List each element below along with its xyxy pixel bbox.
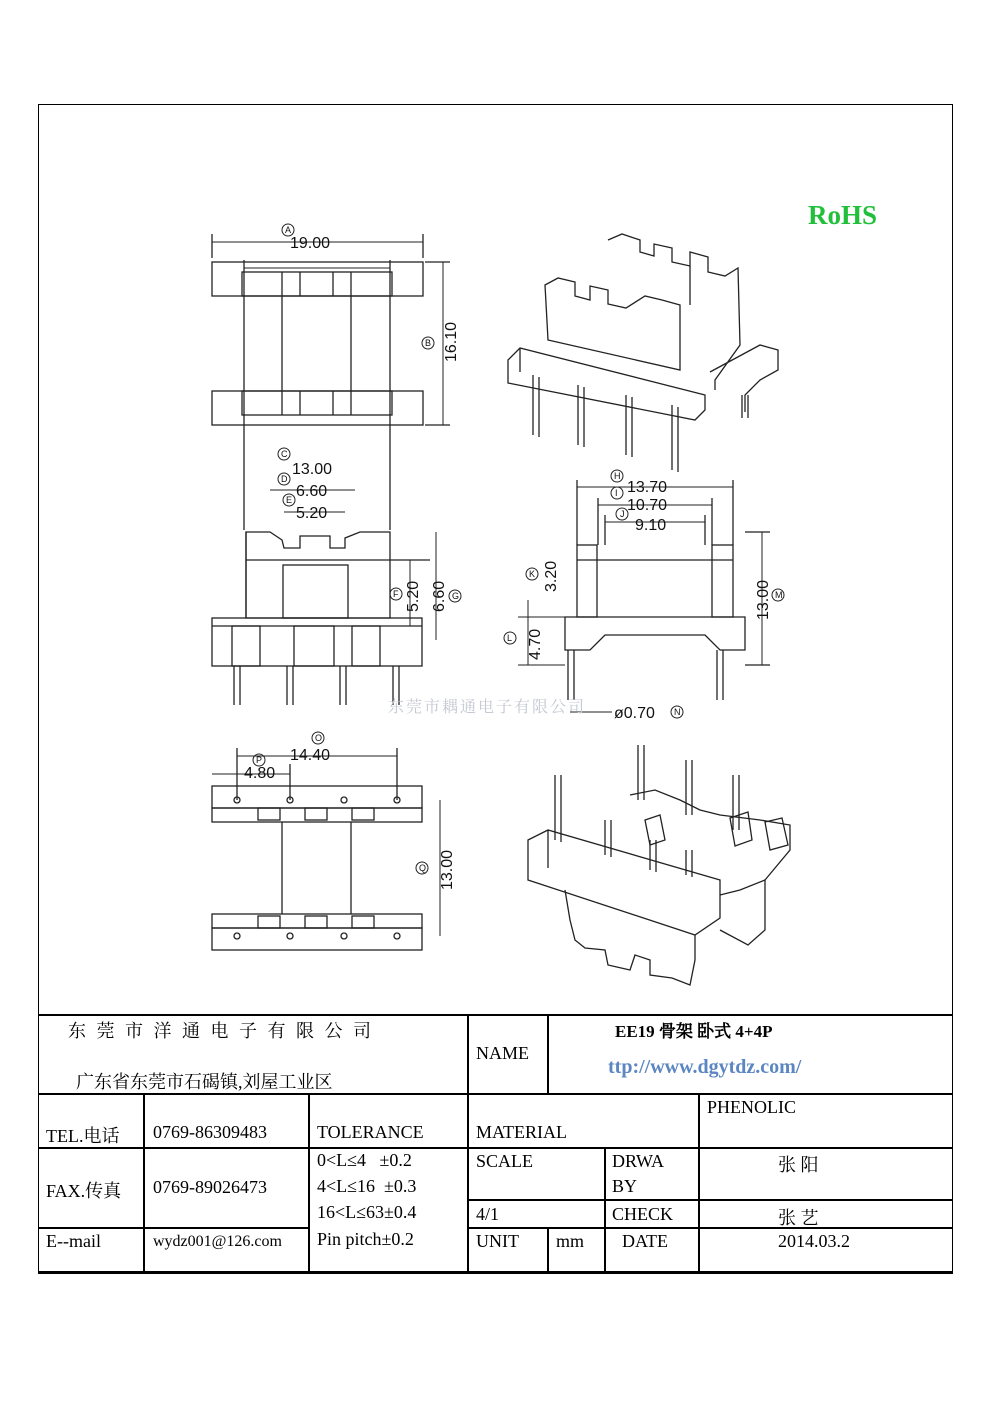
unit-value: mm — [556, 1231, 585, 1251]
dim-E-letter: E — [286, 495, 293, 505]
dim-P-letter: P — [256, 755, 263, 765]
fax-label: FAX.传真 — [46, 1181, 122, 1201]
dim-L-value: 4.70 — [527, 628, 544, 660]
isometric-view-top — [508, 234, 778, 472]
dim-A-value: 19.00 — [290, 235, 331, 252]
dim-N-letter: N — [674, 707, 681, 717]
scale-label: SCALE — [476, 1151, 534, 1171]
product-name: EE19 骨架 卧式 4+4P — [615, 1022, 773, 1041]
drawn-by-label-1: DRWA — [612, 1151, 665, 1171]
material-label: MATERIAL — [476, 1122, 567, 1142]
tel-label: TEL.电话 — [46, 1126, 120, 1146]
dim-O-value: 14.40 — [290, 747, 331, 764]
dim-M-letter: M — [775, 590, 783, 600]
rohs-mark: RoHS — [808, 200, 878, 230]
tolerance-row-4: Pin pitch±0.2 — [317, 1229, 414, 1249]
dim-J-value: 9.10 — [635, 517, 667, 534]
dim-C-letter: C — [281, 449, 288, 459]
dim-G-value: 6.60 — [431, 580, 448, 612]
side-view — [518, 480, 770, 712]
top-view — [212, 234, 450, 425]
dim-K-value: 3.20 — [543, 560, 560, 592]
date-label: DATE — [622, 1231, 668, 1251]
dim-B-value: 16.10 — [443, 321, 460, 362]
dim-F-letter: F — [393, 589, 399, 599]
check-value: 张 艺 — [778, 1208, 819, 1228]
tolerance-label: TOLERANCE — [317, 1122, 424, 1142]
company-url[interactable]: ttp://www.dgytdz.com/ — [608, 1056, 802, 1078]
dim-I-letter: I — [615, 488, 618, 498]
dim-A-letter: A — [285, 225, 292, 235]
dim-P-value: 4.80 — [244, 765, 276, 782]
dim-J-letter: J — [620, 509, 625, 519]
check-label: CHECK — [612, 1204, 674, 1224]
email-label: E--mail — [46, 1231, 101, 1251]
company-address: 广东省东莞市石碣镇,刘屋工业区 — [76, 1072, 333, 1092]
dim-D-value: 6.60 — [296, 483, 328, 500]
dim-C-value: 13.00 — [292, 461, 333, 478]
dim-F-value: 5.20 — [405, 580, 422, 612]
dim-M-value: 13.00 — [755, 579, 772, 620]
isometric-view-bottom — [528, 745, 790, 985]
company-name: 东 莞 市 洋 通 电 子 有 限 公 司 — [68, 1021, 374, 1041]
tolerance-row-2: 4<L≤16 ±0.3 — [317, 1176, 417, 1196]
drawn-by-label-2: BY — [612, 1176, 638, 1196]
date-value: 2014.03.2 — [778, 1231, 850, 1251]
dim-B-letter: B — [425, 338, 432, 348]
unit-label: UNIT — [476, 1231, 519, 1251]
dim-D-letter: D — [281, 474, 288, 484]
dim-H-value: 13.70 — [627, 479, 668, 496]
dim-Q-letter: Q — [419, 863, 427, 873]
dim-I-value: 10.70 — [627, 497, 668, 514]
dim-E-value: 5.20 — [296, 505, 328, 522]
drawn-by-value: 张 阳 — [778, 1155, 819, 1175]
dim-N-value: ø0.70 — [614, 705, 655, 722]
name-label: NAME — [476, 1043, 529, 1063]
scale-value: 4/1 — [476, 1204, 500, 1224]
dim-O-letter: O — [315, 733, 323, 743]
dim-K-letter: K — [529, 569, 536, 579]
dim-H-letter: H — [614, 471, 621, 481]
dim-G-letter: G — [452, 591, 460, 601]
watermark: 东莞市耦通电子有限公司 — [388, 699, 587, 716]
tolerance-row-3: 16<L≤63±0.4 — [317, 1202, 417, 1222]
tolerance-row-1: 0<L≤4 ±0.2 — [317, 1150, 412, 1170]
tel-value: 0769-86309483 — [153, 1122, 267, 1142]
material-value: PHENOLIC — [707, 1097, 796, 1117]
fax-value: 0769-89026473 — [153, 1177, 267, 1197]
dim-L-letter: L — [507, 633, 513, 643]
dim-Q-value: 13.00 — [439, 849, 456, 890]
email-value: wydz001@126.com — [153, 1233, 282, 1250]
